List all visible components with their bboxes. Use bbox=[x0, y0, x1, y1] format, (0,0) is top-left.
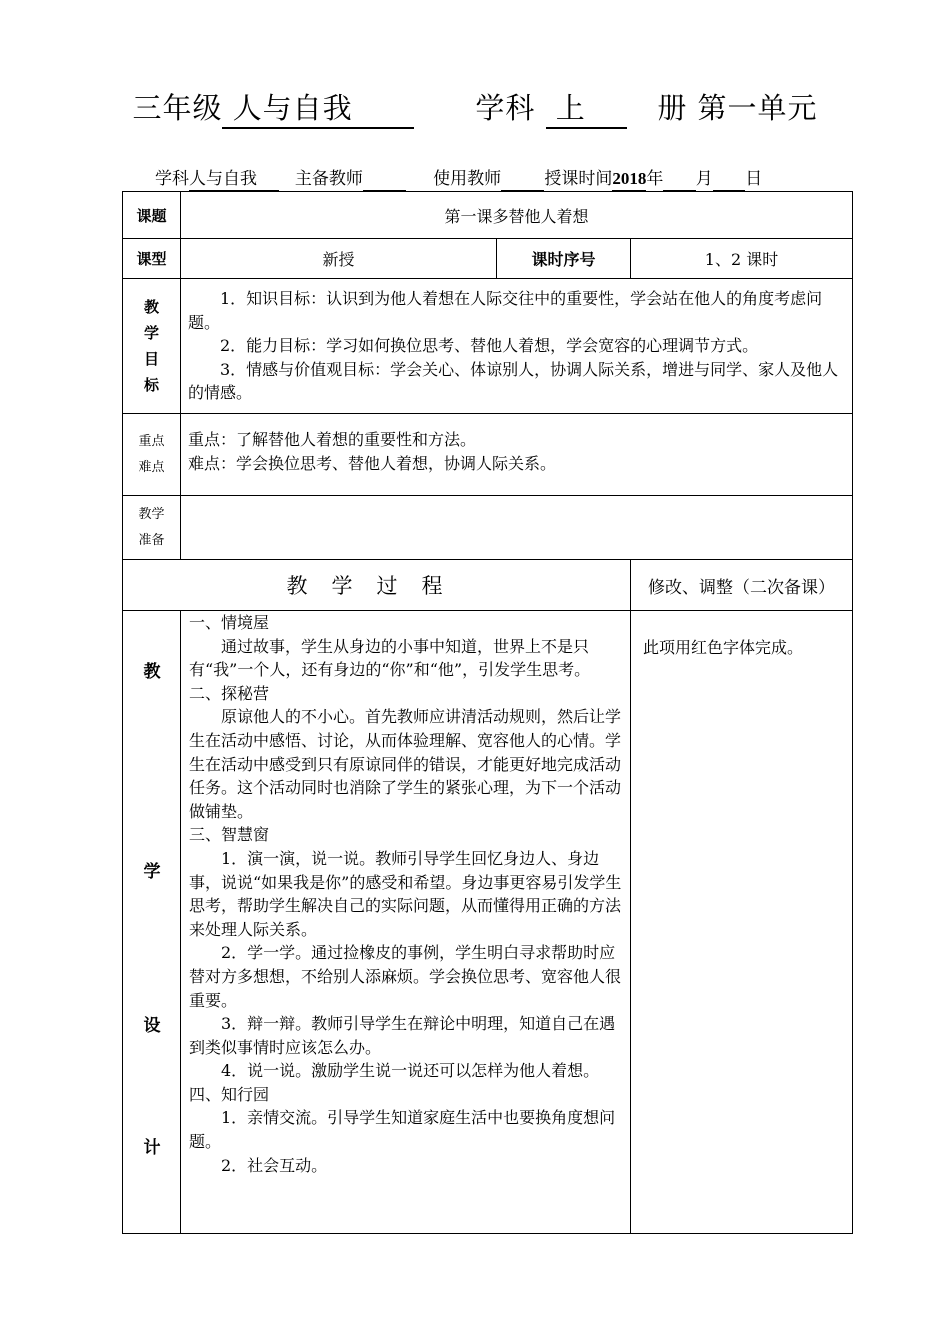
topic-label: 课题 bbox=[123, 192, 181, 239]
period-label: 课时序号 bbox=[497, 239, 631, 279]
document-title bbox=[0, 86, 950, 129]
lesson-table bbox=[122, 191, 853, 1234]
subject-name: 人与自我 bbox=[222, 89, 414, 129]
design-row bbox=[123, 611, 853, 1234]
goals-label: 教 学 目 标 bbox=[123, 279, 181, 414]
paragraph: 通过故事，学生从身边的小事中知道，世界上不是只有“我”一个人，还有身边的“你”和“他”，引发学生思考。 bbox=[189, 636, 591, 680]
goal-knowledge: 1．知识目标：认识到为他人着想在人际交往中的重要性，学会站在他人的角度考虑问题。 bbox=[188, 289, 823, 332]
topic-row bbox=[123, 192, 853, 239]
type-value: 新授 bbox=[181, 239, 497, 279]
difficulty: 难点：学会换位思考、替他人着想，协调人际关系。 bbox=[188, 453, 557, 473]
paragraph: 2．学一学。通过捡橡皮的事例，学生明白寻求帮助时应替对方多想想，不给别人添麻烦。学会换位思考、宽容他人很重要。 bbox=[189, 943, 622, 1010]
paragraph: 1．演一演，说一说。教师引导学生回忆身边人、身边事，说说“如果我是你”的感受和希望。身边事更容易引发学生思考，帮助学生解决自己的实际问题，从而懂得用正确的方法来处理人际关系。 bbox=[189, 848, 622, 939]
design-label: 教 学 设 计 bbox=[123, 611, 181, 1234]
period-value: 1、2 课时 bbox=[631, 239, 853, 279]
prep-value bbox=[181, 496, 853, 560]
paragraph: 原谅他人的不小心。首先教师应讲清活动规则，然后让学生在活动中感悟、讨论，从而体验理解、宽容他人的心情。学生在活动中感受到只有原谅同伴的错误，才能更好地完成活动任务。这个活动同时也消除了学生的紧张心理，为下一个活动做铺垫。 bbox=[189, 707, 622, 821]
section-heading: 四、知行园 bbox=[189, 1084, 270, 1104]
grade: 三年级 bbox=[132, 91, 223, 125]
section-heading: 二、探秘营 bbox=[189, 683, 270, 703]
unit: 第一单元 bbox=[697, 91, 818, 125]
revise-note: 此项用红色字体完成。 bbox=[631, 611, 853, 1234]
key-text bbox=[181, 414, 853, 496]
prep-row bbox=[123, 496, 853, 560]
revise-label: 修改、调整（二次备课） bbox=[631, 560, 853, 611]
meta-subject: 人与自我 bbox=[189, 168, 279, 191]
type-label: 课型 bbox=[123, 239, 181, 279]
key-point: 重点：了解替他人着想的重要性和方法。 bbox=[188, 430, 477, 449]
topic-value: 第一课多替他人着想 bbox=[181, 192, 853, 239]
meta-user-teacher bbox=[501, 168, 544, 191]
key-label: 重点 难点 bbox=[123, 414, 181, 496]
goals-text bbox=[181, 279, 853, 414]
section-heading: 三、智慧窗 bbox=[189, 825, 270, 845]
meta-month bbox=[663, 168, 695, 191]
goals-row bbox=[123, 279, 853, 414]
goal-ability: 2．能力目标：学习如何换位思考、替他人着想，学会宽容的心理调节方式。 bbox=[220, 336, 759, 356]
paragraph: 3．辩一辩。教师引导学生在辩论中明理，知道自己在遇到类似事情时应该怎么办。 bbox=[189, 1014, 616, 1057]
volume-label: 册 bbox=[657, 91, 688, 125]
paragraph: 1．亲情交流。引导学生知道家庭生活中也要换角度想问题。 bbox=[189, 1108, 616, 1152]
section-heading: 一、情境屋 bbox=[189, 613, 270, 632]
paragraph: 4．说一说。激励学生说一说还可以怎样为他人着想。 bbox=[221, 1061, 600, 1081]
process-label: 教学过程 bbox=[123, 560, 631, 611]
design-text bbox=[181, 611, 631, 1234]
subject-label: 学科 bbox=[475, 91, 536, 125]
prep-label: 教学 准备 bbox=[123, 496, 181, 560]
key-row bbox=[123, 414, 853, 496]
paragraph: 2．社会互动。 bbox=[221, 1155, 328, 1175]
meta-lead-teacher bbox=[363, 168, 406, 191]
type-row bbox=[123, 239, 853, 279]
meta-year: 2018 bbox=[612, 168, 646, 191]
goal-emotion: 3．情感与价值观目标：学会关心、体谅别人，协调人际关系，增进与同学、家人及他人的情感。 bbox=[188, 359, 839, 403]
meta-day bbox=[713, 168, 745, 191]
meta-line: 学科人与自我 主备教师 使用教师 授课时间2018年 月 日 bbox=[155, 169, 763, 189]
process-header-row bbox=[123, 560, 853, 611]
volume: 上 bbox=[546, 89, 627, 129]
